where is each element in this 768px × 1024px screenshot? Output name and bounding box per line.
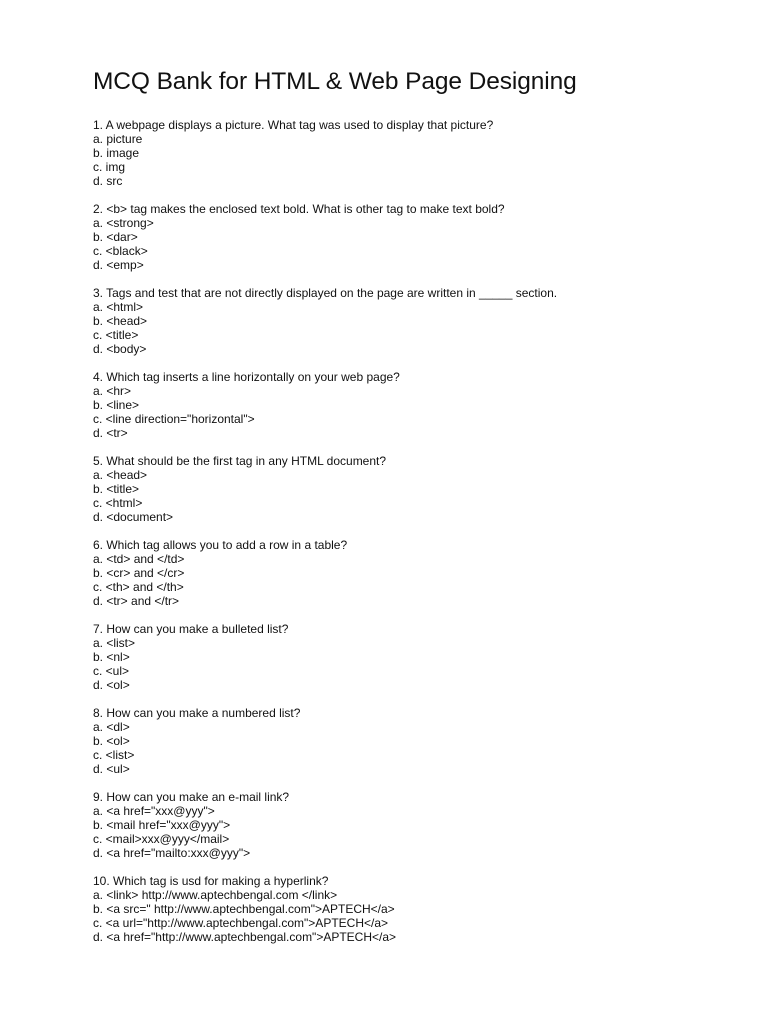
question-text: 3. Tags and test that are not directly displayed on the page are written in _____ section. bbox=[93, 286, 558, 300]
answer-option: c. <mail>xxx@yyy</mail> bbox=[93, 832, 230, 846]
answer-option: c. <list> bbox=[93, 748, 135, 762]
question-block bbox=[93, 874, 733, 944]
answer-option: d. <tr> and </tr> bbox=[93, 594, 180, 608]
question-block bbox=[93, 538, 733, 608]
answer-option: a. <td> and </td> bbox=[93, 552, 185, 566]
answer-option: a. <list> bbox=[93, 636, 136, 650]
answer-option: d. src bbox=[93, 174, 123, 188]
answer-option: c. img bbox=[93, 160, 126, 174]
document-page bbox=[93, 66, 733, 958]
answer-option: d. <ol> bbox=[93, 678, 130, 692]
question-block bbox=[93, 286, 733, 356]
answer-option: b. <nl> bbox=[93, 650, 130, 664]
question-text: 9. How can you make an e-mail link? bbox=[93, 790, 290, 804]
answer-option: a. <head> bbox=[93, 468, 148, 482]
answer-option: c. <html> bbox=[93, 496, 143, 510]
question-text: 4. Which tag inserts a line horizontally on your web page? bbox=[93, 370, 400, 384]
answer-option: d. <a href="mailto:xxx@yyy"> bbox=[93, 846, 251, 860]
answer-option: b. image bbox=[93, 146, 140, 160]
answer-option: d. <ul> bbox=[93, 762, 130, 776]
answer-option: c. <a url="http://www.aptechbengal.com">APTECH</a> bbox=[93, 916, 389, 930]
answer-option: a. <a href="xxx@yyy"> bbox=[93, 804, 215, 818]
answer-option: a. <hr> bbox=[93, 384, 132, 398]
answer-option: a. <dl> bbox=[93, 720, 130, 734]
answer-option: b. <dar> bbox=[93, 230, 138, 244]
answer-option: b. <ol> bbox=[93, 734, 130, 748]
question-text: 1. A webpage displays a picture. What tag was used to display that picture? bbox=[93, 118, 494, 132]
question-block bbox=[93, 622, 733, 692]
question-block bbox=[93, 202, 733, 272]
answer-option: d. <a href="http://www.aptechbengal.com">APTECH</a> bbox=[93, 930, 397, 944]
answer-option: c. <black> bbox=[93, 244, 148, 258]
answer-option: c. <title> bbox=[93, 328, 139, 342]
answer-option: a. <link> http://www.aptechbengal.com </link> bbox=[93, 888, 338, 902]
question-text: 7. How can you make a bulleted list? bbox=[93, 622, 289, 636]
answer-option: d. <emp> bbox=[93, 258, 144, 272]
answer-option: b. <line> bbox=[93, 398, 140, 412]
answer-option: b. <title> bbox=[93, 482, 140, 496]
question-text: 5. What should be the first tag in any HTML document? bbox=[93, 454, 387, 468]
answer-option: b. <mail href="xxx@yyy"> bbox=[93, 818, 231, 832]
answer-option: d. <tr> bbox=[93, 426, 128, 440]
question-block bbox=[93, 790, 733, 860]
page-title: MCQ Bank for HTML & Web Page Designing bbox=[93, 68, 577, 95]
answer-option: c. <ul> bbox=[93, 664, 130, 678]
answer-option: b. <a src=" http://www.aptechbengal.com">APTECH</a> bbox=[93, 902, 395, 916]
answer-option: a. <html> bbox=[93, 300, 144, 314]
question-block bbox=[93, 118, 733, 188]
answer-option: d. <document> bbox=[93, 510, 174, 524]
answer-option: b. <cr> and </cr> bbox=[93, 566, 185, 580]
question-text: 6. Which tag allows you to add a row in a table? bbox=[93, 538, 348, 552]
answer-option: d. <body> bbox=[93, 342, 147, 356]
question-text: 10. Which tag is usd for making a hyperlink? bbox=[93, 874, 329, 888]
question-text: 2. <b> tag makes the enclosed text bold. What is other tag to make text bold? bbox=[93, 202, 505, 216]
answer-option: a. <strong> bbox=[93, 216, 154, 230]
question-block bbox=[93, 454, 733, 524]
answer-option: b. <head> bbox=[93, 314, 148, 328]
question-block bbox=[93, 706, 733, 776]
answer-option: c. <th> and </th> bbox=[93, 580, 184, 594]
question-block bbox=[93, 370, 733, 440]
question-text: 8. How can you make a numbered list? bbox=[93, 706, 301, 720]
question-list bbox=[93, 118, 733, 944]
answer-option: a. picture bbox=[93, 132, 143, 146]
answer-option: c. <line direction="horizontal"> bbox=[93, 412, 255, 426]
